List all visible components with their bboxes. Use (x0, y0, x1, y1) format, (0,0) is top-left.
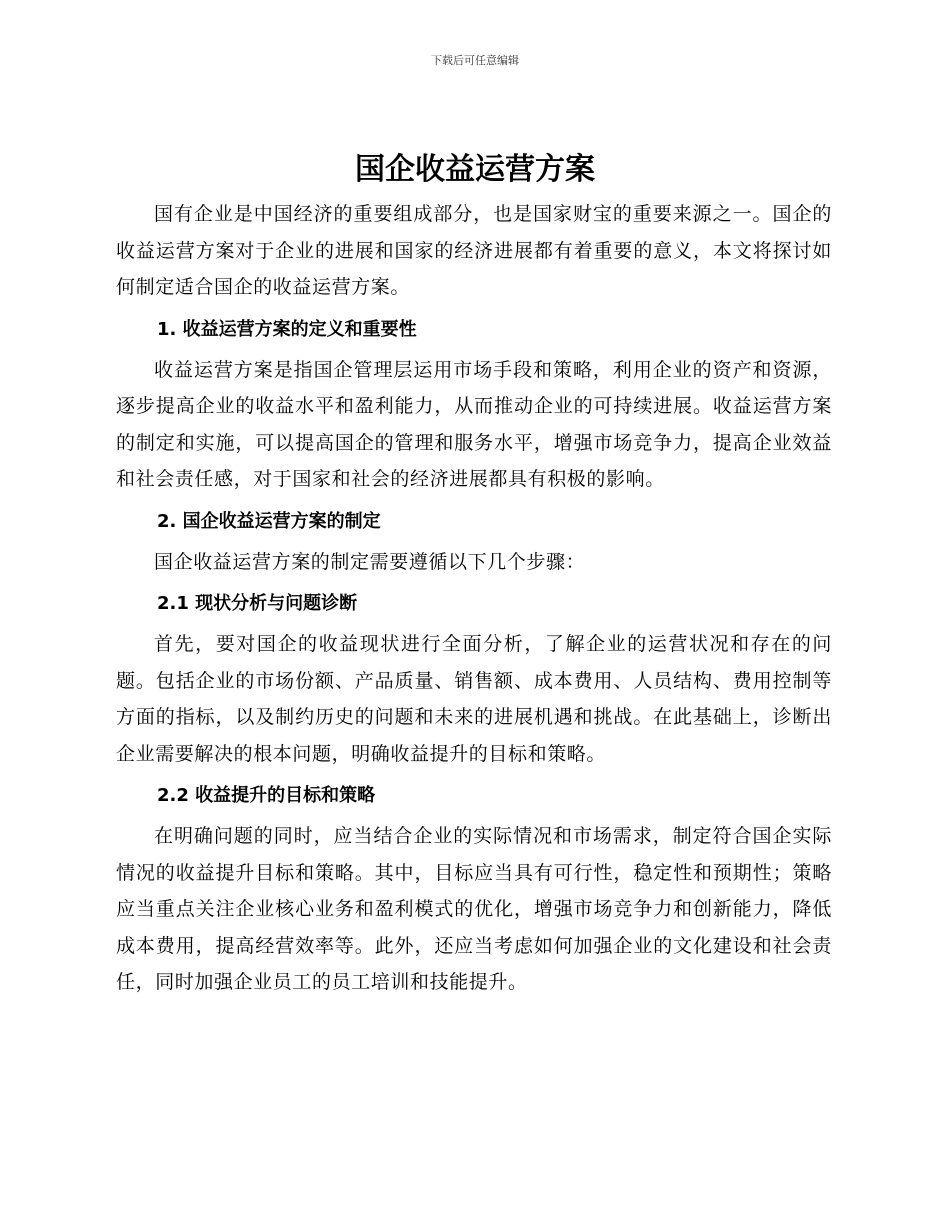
section-heading-2: 2. 国企收益运营方案的制定 (157, 510, 381, 532)
document-title: 国企收益运营方案 (355, 152, 595, 187)
section-heading-1: 1. 收益运营方案的定义和重要性 (157, 318, 417, 340)
intro-paragraph: 国有企业是中国经济的重要组成部分，也是国家财宝的重要来源之一。国企的收益运营方案对于企业的进展和国家的经济进展都有着重要的意义，本文将探讨如何制定适合国企的收益运营方案。 (116, 203, 832, 298)
section-paragraph-2-1: 首先，要对国企的收益现状进行全面分析，了解企业的运营状况和存在的问题。包括企业的市场份额、产品质量、销售额、成本费用、人员结构、费用控制等方面的指标，以及制约历史的问题和未来的进展机遇和挑战。在此基础上，诊断出企业需要解决的根本问题，明确收益提升的目标和策略。 (116, 633, 832, 765)
section-paragraph-2: 国企收益运营方案的制定需要遵循以下几个步骤： (154, 550, 586, 573)
section-heading-2-2: 2.2 收益提升的目标和策略 (157, 785, 376, 806)
section-heading-2-1: 2.1 现状分析与问题诊断 (157, 593, 358, 614)
section-paragraph-2-2: 在明确问题的同时，应当结合企业的实际情况和市场需求，制定符合国企实际情况的收益提升目标和策略。其中，目标应当具有可行性，稳定性和预期性；策略应当重点关注企业核心业务和盈利模式的优化，增强市场竞争力和创新能力，降低成本费用，提高经营效率等。此外，还应当考虑如何加强企业的文化建设和社会责任，同时加强企业员工的员工培训和技能提升。 (116, 825, 832, 993)
section-paragraph-1: 收益运营方案是指国企管理层运用市场手段和策略，利用企业的资产和资源，逐步提高企业的收益水平和盈利能力，从而推动企业的可持续进展。收益运营方案的制定和实施，可以提高国企的管理和服务水平，增强市场竞争力，提高企业效益和社会责任感，对于国家和社会的经济进展都具有积极的影响。 (116, 358, 832, 490)
page-header-note: 下载后可任意编辑 (431, 54, 519, 67)
document-body (116, 196, 832, 1001)
